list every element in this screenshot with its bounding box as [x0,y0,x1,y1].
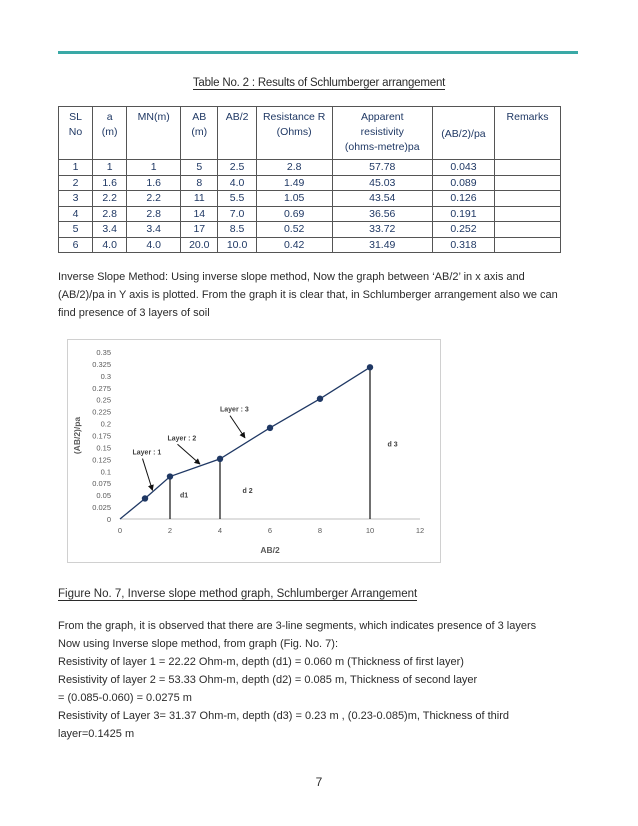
header-text: (m) [191,126,208,138]
data-point [317,396,323,402]
x-tick-label: 10 [365,526,375,535]
body-line: Resistivity of layer 1 = 22.22 Ohm-m, depth (d1) = 0.060 m (Thickness of first layer) [58,656,464,668]
figure-caption: Figure No. 7, Inverse slope method graph, Schlumberger Arrangement [58,588,418,600]
table-header-cell [218,107,256,160]
x-axis-title: AB/2 [260,545,280,555]
body-line: layer=0.1425 m [58,728,135,740]
chart-annotation: Layer : 2 [167,435,197,443]
y-tick-label: 0.125 [92,455,111,465]
header-text: resistivity [360,126,404,138]
intro-paragraph [58,268,578,322]
table-cell [495,160,561,176]
intro-line: find presence of 3 layers of soil [58,307,210,319]
table-header-cell [256,107,332,160]
table-cell: 43.54 [332,191,432,207]
table-cell: 36.56 [332,206,432,222]
annotation-arrow [143,459,153,491]
table-header-cell [181,107,218,160]
y-tick-label: 0.025 [92,503,111,513]
table-title: Table No. 2 : Results of Schlumberger arrangement [192,77,446,89]
table-cell: 1 [59,160,93,176]
header-text: MN(m) [137,111,170,123]
table-cell: 8.5 [218,222,256,238]
page-number: 7 [315,775,323,789]
header-text: Resistance R [262,111,326,123]
table-header-cell [93,107,127,160]
table-cell: 2.8 [256,160,332,176]
table-cell: 45.03 [332,175,432,191]
data-point [217,456,223,462]
table-cell: 1.49 [256,175,332,191]
data-point [267,425,273,431]
header-text: Apparent [360,111,404,123]
table-cell: 1.6 [93,175,127,191]
y-tick-label: 0.2 [100,419,111,429]
y-tick-label: 0.15 [96,443,111,453]
annotation-arrow [230,416,245,438]
table-cell: 31.49 [332,237,432,253]
y-tick-label: 0.05 [96,491,111,501]
table-cell: 0.126 [432,191,494,207]
table-cell: 0.089 [432,175,494,191]
data-point [367,364,373,370]
table-row [59,175,561,191]
y-tick-label: 0.175 [92,431,111,441]
table-header-cell [332,107,432,160]
table-cell: 0.42 [256,237,332,253]
header-rule [58,51,578,54]
table-cell: 3.4 [93,222,127,238]
y-tick-label: 0.25 [96,395,111,405]
table-row [59,222,561,238]
table-cell: 2.5 [218,160,256,176]
data-point [142,495,148,501]
header-text: Remarks [506,111,549,123]
table-cell: 4 [59,206,93,222]
table-cell: 20.0 [181,237,218,253]
table-cell: 2.8 [93,206,127,222]
header-text: AB [192,111,207,123]
y-tick-label: 0 [106,515,111,524]
x-tick-label: 6 [267,526,273,535]
series-line [120,367,370,519]
body-line: = (0.085-0.060) = 0.0275 m [58,692,192,704]
table-cell: 0.69 [256,206,332,222]
table-cell: 7.0 [218,206,256,222]
table-row [59,191,561,207]
y-tick-label: 0.325 [92,359,111,369]
chart-annotation: d 3 [387,441,398,449]
table-cell: 0.318 [432,237,494,253]
table-cell: 0.52 [256,222,332,238]
table-cell: 10.0 [218,237,256,253]
table-cell: 8 [181,175,218,191]
table-cell: 11 [181,191,218,207]
y-tick-label: 0.075 [92,479,111,489]
y-tick-label: 0.225 [92,407,111,417]
table-row [59,206,561,222]
table-cell [495,175,561,191]
table-cell: 0.043 [432,160,494,176]
table-cell: 17 [181,222,218,238]
y-tick-label: 0.35 [96,348,111,357]
table-header-cell [495,107,561,160]
chart-annotation: d1 [180,492,189,500]
results-table [58,106,561,253]
chart-annotation: d 2 [242,487,253,495]
body-line: From the graph, it is observed that there are 3-line segments, which indicates presence of 3 layers [58,620,537,632]
table-cell: 3.4 [127,222,181,238]
header-text: (ohms-metre)pa [344,141,420,153]
table-cell: 2 [59,175,93,191]
y-tick-label: 0.1 [100,467,111,477]
header-text: No [68,126,83,138]
results-paragraph [58,617,578,743]
table-cell: 0.252 [432,222,494,238]
header-text: (Ohms) [276,126,312,138]
table-cell [495,237,561,253]
table-cell: 2.2 [93,191,127,207]
table-cell: 6 [59,237,93,253]
intro-line: Inverse Slope Method: Using inverse slope method, Now the graph between ‘AB/2’ in x axis and [58,271,525,283]
table-cell: 1 [93,160,127,176]
table-cell: 5.5 [218,191,256,207]
x-tick-label: 12 [415,526,425,535]
table-cell: 0.191 [432,206,494,222]
chart-frame [67,339,441,563]
x-tick-label: 4 [217,526,223,535]
table-cell: 3 [59,191,93,207]
table-cell: 33.72 [332,222,432,238]
y-axis-title: (AB/2)/pa [72,416,82,455]
body-line: Now using Inverse slope method, from graph (Fig. No. 7): [58,638,339,650]
y-tick-label: 0.275 [92,383,111,393]
header-text: SL [69,111,82,123]
table-cell: 4.0 [218,175,256,191]
body-line: Resistivity of Layer 3= 31.37 Ohm-m, depth (d3) = 0.23 m , (0.23-0.085)m, Thickness of third [58,710,509,722]
body-line: Resistivity of layer 2 = 53.33 Ohm-m, depth (d2) = 0.085 m, Thickness of second layer [58,674,478,686]
header-text: (m) [101,126,118,138]
table-row [59,160,561,176]
inverse-slope-chart [68,340,440,562]
header-text: (AB/2)/pa [441,128,486,140]
table-cell: 4.0 [93,237,127,253]
table-cell: 4.0 [127,237,181,253]
table-cell [495,191,561,207]
table-row [59,237,561,253]
table-cell: 1.6 [127,175,181,191]
table-cell [495,222,561,238]
table-cell: 1.05 [256,191,332,207]
table-cell: 1 [127,160,181,176]
y-tick-label: 0.3 [100,371,111,381]
table-cell: 2.2 [127,191,181,207]
header-text: AB/2 [225,111,249,123]
table-header-cell [127,107,181,160]
table-header-cell [432,107,494,160]
annotation-arrow [178,444,201,464]
chart-annotation: Layer : 3 [220,406,249,414]
x-tick-label: 8 [317,526,323,535]
table-cell: 5 [181,160,218,176]
table-cell: 5 [59,222,93,238]
table-cell: 57.78 [332,160,432,176]
data-point [167,473,173,479]
x-tick-label: 2 [167,526,173,535]
table-cell [495,206,561,222]
intro-line: (AB/2)/pa in Y axis is plotted. From the graph it is clear that, in Schlumberger arrangement also we can [58,289,558,301]
header-text: a [106,111,113,123]
x-tick-label: 0 [117,526,123,535]
table-cell: 2.8 [127,206,181,222]
table-header-cell [59,107,93,160]
chart-annotation: Layer : 1 [132,449,162,457]
table-cell: 14 [181,206,218,222]
